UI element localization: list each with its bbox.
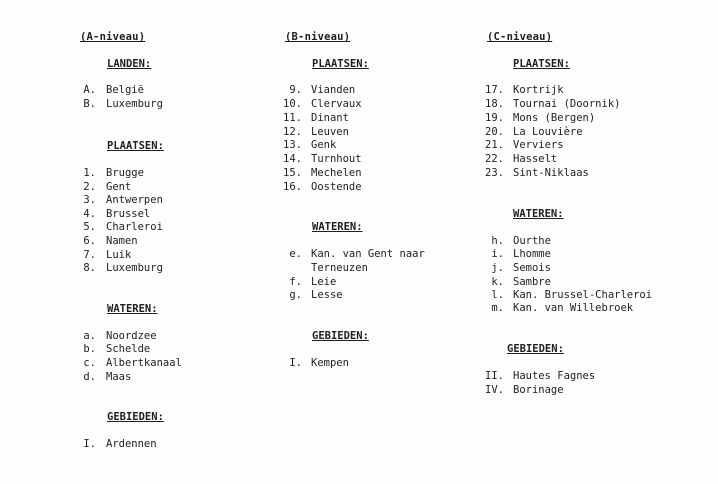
section-title: PLAATSEN: <box>513 58 570 70</box>
column-header: (A-niveau) <box>80 31 146 43</box>
section-title: GEBIEDEN: <box>107 411 164 423</box>
section-title: GEBIEDEN: <box>312 330 369 342</box>
section-title: LANDEN: <box>107 58 152 70</box>
section-title: PLAATSEN: <box>107 140 164 152</box>
column-header: (B-niveau) <box>285 31 351 43</box>
section-title: PLAATSEN: <box>312 58 369 70</box>
section-title: WATEREN: <box>312 221 363 233</box>
page: (A-niveau) LANDEN: A. België B. Luxemburg PLAATSEN: 1. Brugge 2. Gent 3. Antwerpen 4. Brussel 5. Charleroi 6. Namen 7. Luik 8. Luxemburg WATEREN: a. Noordzee b. Schelde c. Albertkanaal d. Maas GEBIEDEN: I. Ardennen (B-niveau) PLAATSEN: 9. Vianden 10. Clervaux 11. Dinant 12. Leuven 13. Genk 14. Turnhout 15. Mechelen 16. Oostende WATEREN: e. Kan. van Gent naar Terneuzen f. Leie g. Lesse GEBIEDEN: I. Kempen (C-niveau) PLAATSEN: 17. Kortrijk 18. Tournai (Doornik) 19. Mons (Bergen) 20. La Louvière 21. Verviers 22. Hasselt 23. Sint-Niklaas WATEREN: h. Ourthe i. Lhomme j. Semois k. Sambre l. Kan. Brussel-Charleroi m. Kan. van Willebroek GEBIEDEN: II. Hautes Fagnes IV. Borinage <box>80 31 653 450</box>
section-title: GEBIEDEN: <box>507 343 564 355</box>
section-title: WATEREN: <box>107 303 158 315</box>
column-header: (C-niveau) <box>487 31 553 43</box>
section-title: WATEREN: <box>513 208 564 220</box>
